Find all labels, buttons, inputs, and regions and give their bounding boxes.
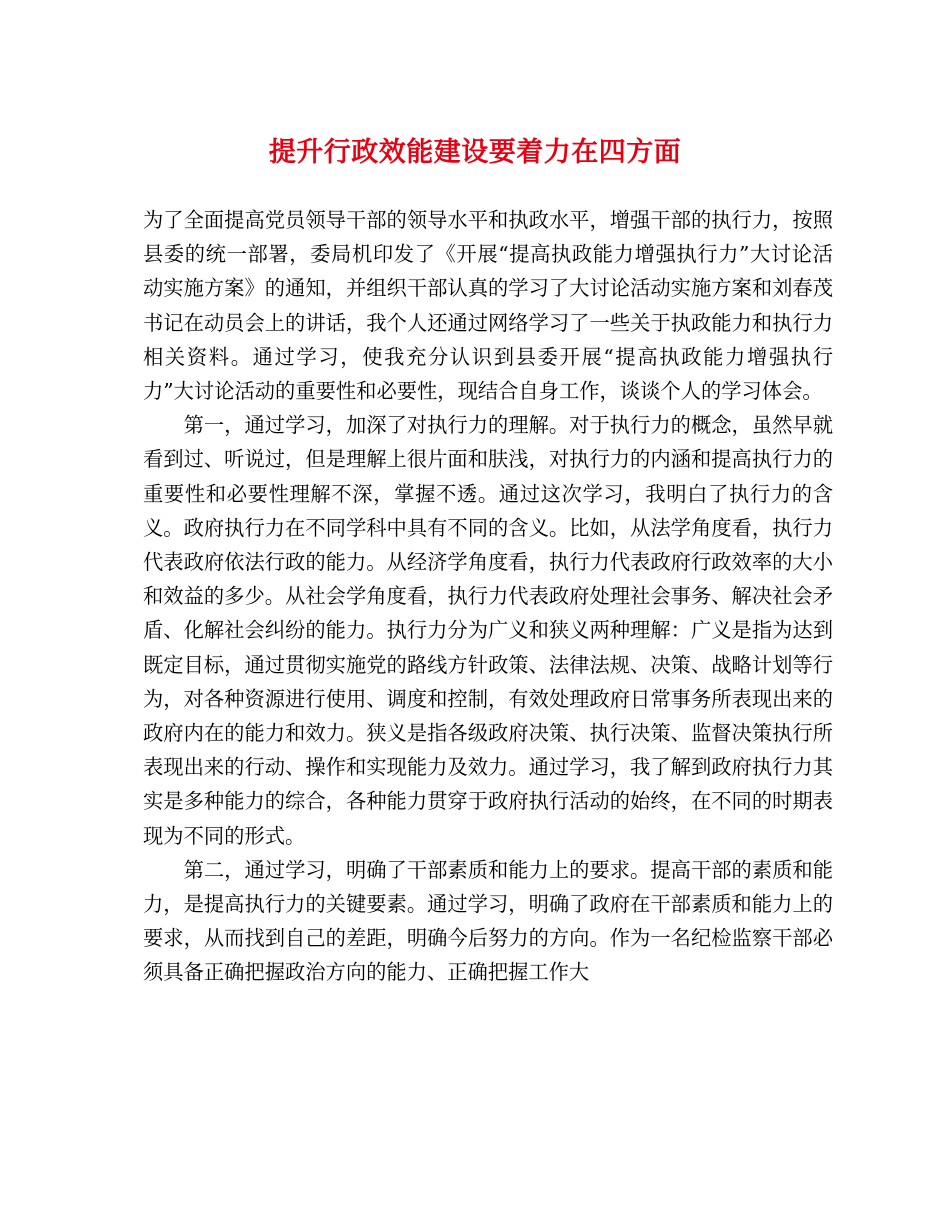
paragraph-first-point: 第一，通过学习，加深了对执行力的理解。对于执行力的概念，虽然早就看到过、听说过，但是理解上很片面和肤浅，对执行力的内涵和提高执行力的重要性和必要性理解不深，掌握不透。通过这次学习，我明白了执行力的含义。政府执行力在不同学科中具有不同的含义。比如，从法学角度看，执行力代表政府依法行政的能力。从经济学角度看，执行力代表政府行政效率的大小和效益的多少。从社会学角度看，执行力代表政府处理社会事务、解决社会矛盾、化解社会纠纷的能力。执行力分为广义和狭义两种理解：广义是指为达到既定目标，通过贯彻实施党的路线方针政策、法律法规、决策、战略计划等行为，对各种资源进行使用、调度和控制，有效处理政府日常事务所表现出来的政府内在的能力和效力。狭义是指各级政府决策、执行决策、监督决策执行所表现出来的行动、操作和实现能力及效力。通过学习，我了解到政府执行力其实是多种能力的综合，各种能力贯穿于政府执行活动的始终，在不同的时期表现为不同的形式。 xyxy=(143,413,833,848)
document-body xyxy=(143,203,833,990)
document-title: 提升行政效能建设要着力在四方面 xyxy=(268,137,682,168)
paragraph-second-point: 第二，通过学习，明确了干部素质和能力上的要求。提高干部的素质和能力，是提高执行力的关键要素。通过学习，明确了政府在干部素质和能力上的要求，从而找到自己的差距，明确今后努力的方向。作为一名纪检监察干部必须具备正确把握政治方向的能力、正确把握工作大 xyxy=(143,857,833,985)
paragraph-intro: 为了全面提高党员领导干部的领导水平和执政水平，增强干部的执行力，按照县委的统一部署，委局机印发了《开展“提高执政能力增强执行力”大讨论活动实施方案》的通知，并组织干部认真的学习了大讨论活动实施方案和刘春茂书记在动员会上的讲话，我个人还通过网络学习了一些关于执政能力和执行力相关资料。通过学习，使我充分认识到县委开展“提高执政能力增强执行力”大讨论活动的重要性和必要性，现结合自身工作，谈谈个人的学习体会。 xyxy=(143,208,833,404)
